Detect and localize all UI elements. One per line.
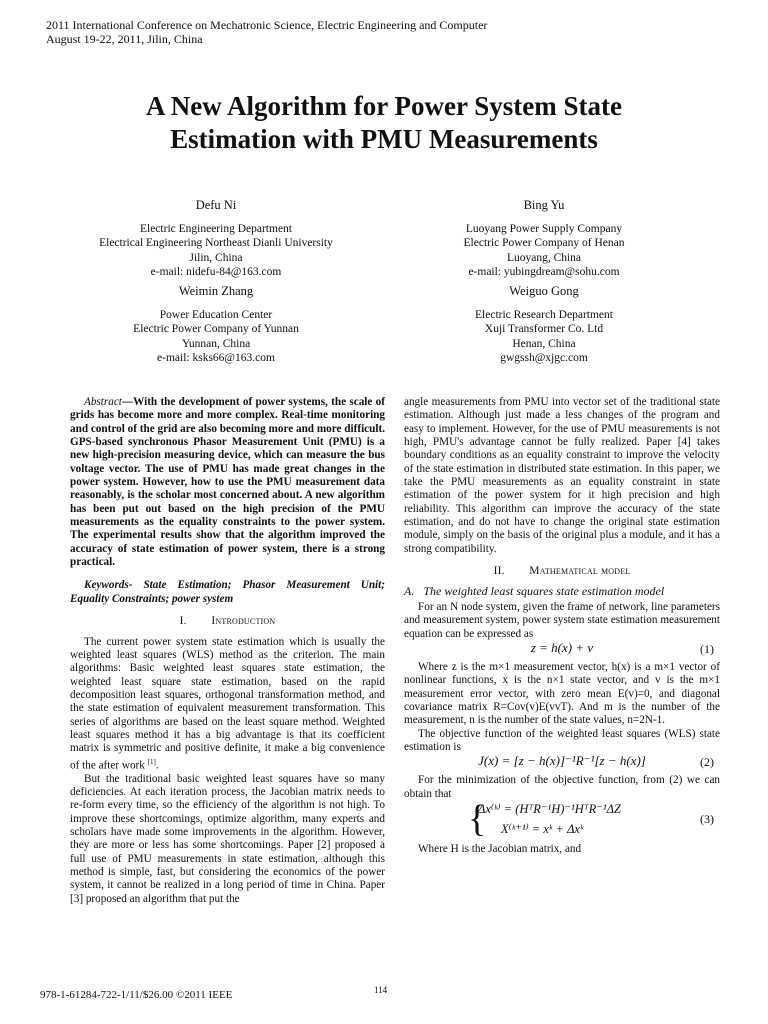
author-block-1 [46,198,386,279]
keywords: Keywords- State Estimation; Phasor Measurement Unit; Equality Constraints; power system [70,579,385,605]
body-paragraph: Where H is the Jacobian matrix, and [418,842,582,855]
subsection-heading: A. The weighted least squares state estimation model [404,584,665,599]
body-paragraph: angle measurements from PMU into vector set of the traditional state estimation. Although just made a less changes of the program and easy to implement. However, for the use of PMU measurements is not high, PMU's advantage cannot be fully realized. Paper [4] takes boundary conditions as an equality constraint to improve the velocity of the state estimation in distributed state estimation. In this paper, we take the PMU measurements as an equality constraint in state estimation of the power system for it high precision and high reliability. This algorithm can improve the accuracy of the state estimation, and do not have to change the original state estimation module, simply on the basis of the original plus a module, and it has a strong compatibility. [404,396,720,555]
author-email: e-mail: yubingdream@sohu.com [468,265,620,278]
author-block-3 [46,284,386,365]
author-affiliation: Electric Power Company of Henan [463,237,625,250]
section-heading-math: II. Mathematical model [493,565,631,578]
equation-number: (1) [700,641,714,656]
author-affiliation: Electric Research Department [475,309,613,322]
abstract-label: Abstract [84,396,122,408]
page-number: 114 [374,985,388,995]
citation: [1] [147,757,156,766]
author-block-4 [374,284,714,365]
author-email: e-mail: ksks66@163.com [157,351,275,364]
intro-paragraph-2: But the traditional basic weighted least squares have so many deficiencies. At each iteration process, the Jacobian matrix needs to re-form every time, so the efficiency of the algorithm is not high. To improve these shortcomings, optimize algorithm, many experts and scholars have made some improvements in the algorithm. However, they are more or less has some shortcomings. Paper [2] proposed a full use of PMU measurements in state estimation, although this method is simple, fast, but considering the economics of the power system, it cannot be realized in a long period of time in China. Paper [3] proposed an algorithm that put the [70,772,385,905]
abstract-dash: — [121,396,134,408]
copyright-notice: 978-1-61284-722-1/11/$26.00 ©2011 IEEE [40,989,233,1001]
equation-formula: X⁽ᵏ⁺¹⁾ = xᵏ + Δxᵏ [501,821,584,836]
author-affiliation: Power Education Center [159,309,273,322]
conference-name: 2011 International Conference on Mechatronic Science, Electric Engineering and Computer [46,18,488,32]
equation-formula: Δx⁽ᵏ⁾ = (HᵀR⁻¹H)⁻¹HᵀR⁻¹ΔZ [478,801,621,816]
body-paragraph: For an N node system, given the frame of network, line parameters and measurement system, power system state estimation measurement equation can be expressed as [404,600,720,640]
author-affiliation: Electrical Engineering Northeast Dianli University [99,237,333,250]
conference-date: August 19-22, 2011, Jilin, China [46,32,203,46]
title-line-2: Estimation with PMU Measurements [170,124,598,154]
equation-number: (3) [700,811,714,826]
intro-text-end: . [155,759,159,772]
abstract [70,396,385,569]
author-name: Weiguo Gong [509,284,579,298]
equation-2 [404,754,720,774]
equation-number: (2) [700,755,714,770]
equation-formula: z = h(x) + v [530,639,594,655]
author-location: Yunnan, China [181,337,251,350]
brace-symbol: { [468,797,487,840]
author-affiliation: Electric Engineering Department [140,223,292,236]
author-name: Weimin Zhang [178,284,254,298]
author-name: Defu Ni [195,198,237,212]
left-column [70,396,385,906]
equation-1 [404,641,720,661]
author-location: Jilin, China [189,251,243,264]
body-paragraph: The objective function of the weighted least squares (WLS) state estimation is [404,727,720,753]
author-block-2 [374,198,714,279]
right-column [404,396,720,856]
author-affiliation: Luoyang Power Supply Company [465,223,623,236]
author-name: Bing Yu [523,198,565,212]
author-email: gwgssh@xjgc.com [500,351,588,364]
paper-title [40,90,728,156]
equation-3 [404,797,720,843]
intro-paragraph-1 [70,636,385,773]
author-affiliation: Electric Power Company of Yunnan [133,323,299,336]
conference-header [46,18,487,46]
body-paragraph: For the minimization of the objective function, from (2) we can obtain that [404,774,720,800]
title-line-1: A New Algorithm for Power System State [146,91,622,121]
intro-text: The current power system state estimation which is usually the weighted least squares (WLS) method as the criterion. The main algorithms: Basic weighted least squares state estimation, the weighted least square state estimation, based on the rapid decomposition least squares, orthogonal transformation method, and the state estimation of equivalent measurement transformation. This series of algorithms are based on the least square method. Weighted least squares method it has a big advantage is that its coefficient matrix is symmetric and positive definite, it make a big convenience of the after work [70,635,385,772]
section-heading-introduction: I. Introduction [179,615,276,628]
author-affiliation: Xuji Transformer Co. Ltd [484,323,604,336]
author-location: Henan, China [512,337,576,350]
abstract-text: With the development of power systems, the scale of grids has become more and more complex. Real-time monitoring and control of the grid are also becoming more and more difficult. GPS-based synchronous Phasor Measurement Unit (PMU) is a new high-precision measuring device, which can measure the bus voltage vector. The use of PMU has made great changes in the power system. However, how to use the PMU measurement data reasonably, is the scholar most concerned about. A new algorithm has been put out based on the high precision of the PMU measurements as the equality constraints to the power system. The experimental results show that the algorithm improved the accuracy of state estimation of power system, there is a strong practical. [70,396,385,569]
author-email: e-mail: nidefu-84@163.com [150,265,282,278]
body-paragraph: Where z is the m×1 measurement vector, h(x) is a m×1 vector of nonlinear functions, x is the n×1 state vector, and v is the m×1 measurement error vector, with zero mean E(v)=0, and diagonal covariance matrix R=Cov(v)E(vvT). And m is the number of the measurement, n is the number of the state values, n=2N-1. [404,660,720,727]
author-location: Luoyang, China [506,251,582,264]
equation-formula: J(x) = [z − h(x)]⁻¹R⁻¹[z − h(x)] [478,753,646,769]
